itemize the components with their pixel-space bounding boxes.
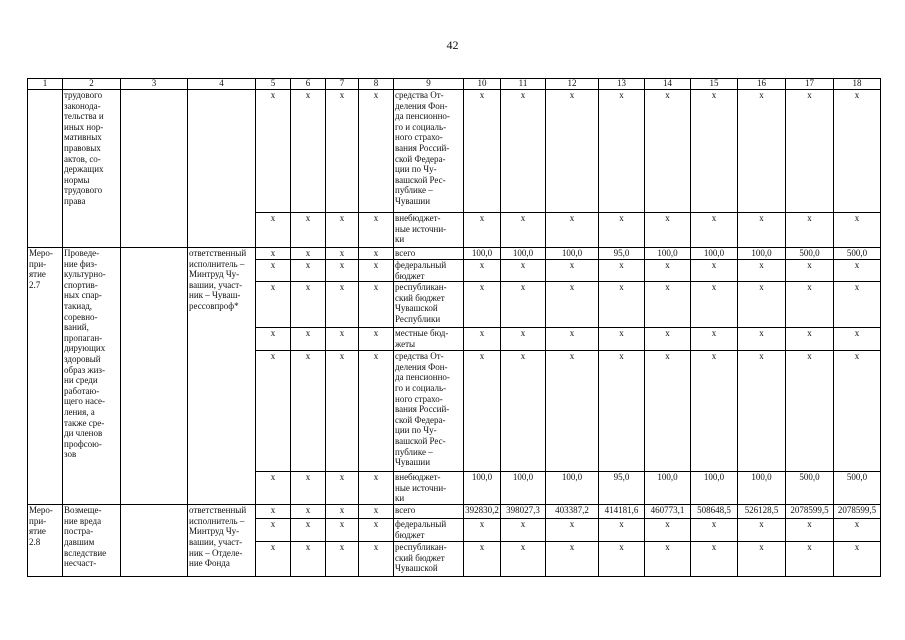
value-cell: 100,0 xyxy=(691,248,738,260)
mark-cell: x xyxy=(256,519,291,542)
value-cell: x xyxy=(464,260,501,282)
value-cell: x xyxy=(546,542,599,577)
value-cell: 100,0 xyxy=(738,472,786,505)
value-cell: x xyxy=(738,542,786,577)
column-header: 17 xyxy=(786,79,834,90)
value-cell: 500,0 xyxy=(834,248,881,260)
column-3-cell xyxy=(121,248,188,505)
column-header: 7 xyxy=(326,79,359,90)
mark-cell: x xyxy=(256,282,291,328)
value-cell: x xyxy=(501,260,546,282)
value-cell: x xyxy=(546,519,599,542)
value-cell: x xyxy=(738,260,786,282)
mark-cell: x xyxy=(291,328,326,351)
value-cell: x xyxy=(464,213,501,248)
column-header: 12 xyxy=(546,79,599,90)
value-cell: x xyxy=(546,328,599,351)
value-cell: 100,0 xyxy=(546,248,599,260)
value-cell: 100,0 xyxy=(464,248,501,260)
mark-cell: x xyxy=(256,351,291,472)
column-header: 13 xyxy=(599,79,645,90)
value-cell: 100,0 xyxy=(501,472,546,505)
value-cell: x xyxy=(464,351,501,472)
mark-cell: x xyxy=(256,505,291,519)
value-cell: x xyxy=(645,519,691,542)
value-cell: x xyxy=(691,351,738,472)
mark-cell: x xyxy=(291,519,326,542)
value-cell: x xyxy=(599,213,645,248)
value-cell: x xyxy=(501,519,546,542)
mark-cell: x xyxy=(326,472,359,505)
mark-cell: x xyxy=(256,260,291,282)
measure-number: Меро- при- ятие 2.7 xyxy=(28,248,63,505)
value-cell: x xyxy=(691,213,738,248)
value-cell: x xyxy=(645,328,691,351)
column-header: 18 xyxy=(834,79,881,90)
value-cell: x xyxy=(501,213,546,248)
value-cell: x xyxy=(834,542,881,577)
value-cell: x xyxy=(834,213,881,248)
value-cell: x xyxy=(834,260,881,282)
value-cell: 500,0 xyxy=(786,472,834,505)
value-cell: x xyxy=(464,328,501,351)
mark-cell: x xyxy=(326,351,359,472)
mark-cell: x xyxy=(256,213,291,248)
funding-source: местные бюд- жеты xyxy=(394,328,464,351)
measure-number xyxy=(28,90,63,248)
mark-cell: x xyxy=(359,90,394,213)
funding-source: республикан- ский бюджет Чувашской xyxy=(394,542,464,577)
column-header: 8 xyxy=(359,79,394,90)
mark-cell: x xyxy=(291,542,326,577)
value-cell: x xyxy=(691,90,738,213)
value-cell: 398027,3 xyxy=(501,505,546,519)
value-cell: x xyxy=(546,282,599,328)
value-cell: 95,0 xyxy=(599,472,645,505)
mark-cell: x xyxy=(359,248,394,260)
responsible-executor xyxy=(188,90,256,248)
value-cell: x xyxy=(501,282,546,328)
value-cell: 2078599,5 xyxy=(786,505,834,519)
mark-cell: x xyxy=(256,542,291,577)
value-cell: x xyxy=(834,282,881,328)
value-cell: x xyxy=(786,90,834,213)
column-header: 16 xyxy=(738,79,786,90)
value-cell: x xyxy=(834,351,881,472)
mark-cell: x xyxy=(291,351,326,472)
value-cell: x xyxy=(599,542,645,577)
mark-cell: x xyxy=(326,519,359,542)
mark-cell: x xyxy=(291,90,326,213)
mark-cell: x xyxy=(291,472,326,505)
value-cell: 500,0 xyxy=(786,248,834,260)
mark-cell: x xyxy=(326,542,359,577)
value-cell: x xyxy=(645,260,691,282)
column-header: 11 xyxy=(501,79,546,90)
value-cell: x xyxy=(834,519,881,542)
funding-source: внебюджет- ные источни- ки xyxy=(394,472,464,505)
value-cell: 526128,5 xyxy=(738,505,786,519)
mark-cell: x xyxy=(326,282,359,328)
value-cell: x xyxy=(786,542,834,577)
budget-table xyxy=(27,78,881,577)
measure-name: Возмеще- ние вреда постра- давшим вследствие несчаст- xyxy=(63,505,121,577)
value-cell: x xyxy=(546,260,599,282)
mark-cell: x xyxy=(359,542,394,577)
header-row xyxy=(28,79,881,90)
value-cell: 460773,1 xyxy=(645,505,691,519)
value-cell: x xyxy=(645,351,691,472)
funding-source: внебюджет- ные источни- ки xyxy=(394,213,464,248)
mark-cell: x xyxy=(256,248,291,260)
value-cell: x xyxy=(786,260,834,282)
value-cell: x xyxy=(645,282,691,328)
table-row xyxy=(28,248,881,260)
funding-source: федеральный бюджет xyxy=(394,260,464,282)
value-cell: x xyxy=(786,519,834,542)
mark-cell: x xyxy=(326,328,359,351)
responsible-executor: ответственный исполнитель – Минтруд Чу- вашии, участ- ник – Чуваш- рессовпроф* xyxy=(188,248,256,505)
mark-cell: x xyxy=(326,213,359,248)
funding-source: средства От- деления Фон- да пенсионно- го и социаль- ного страхо- вания Россий- ской Федера- ции по Чу- вашской Рес- публике – Чувашии xyxy=(394,351,464,472)
column-header: 6 xyxy=(291,79,326,90)
column-header: 5 xyxy=(256,79,291,90)
value-cell: x xyxy=(599,328,645,351)
value-cell: x xyxy=(738,351,786,472)
column-header: 4 xyxy=(188,79,256,90)
funding-source: республикан- ский бюджет Чувашской Республики xyxy=(394,282,464,328)
value-cell: 100,0 xyxy=(645,472,691,505)
mark-cell: x xyxy=(326,90,359,213)
mark-cell: x xyxy=(326,248,359,260)
value-cell: 100,0 xyxy=(691,472,738,505)
value-cell: x xyxy=(786,282,834,328)
value-cell: x xyxy=(645,213,691,248)
table-row xyxy=(28,90,881,213)
value-cell: 414181,6 xyxy=(599,505,645,519)
value-cell: x xyxy=(464,519,501,542)
mark-cell: x xyxy=(359,505,394,519)
value-cell: 100,0 xyxy=(464,472,501,505)
value-cell: x xyxy=(645,542,691,577)
mark-cell: x xyxy=(256,472,291,505)
value-cell: x xyxy=(738,282,786,328)
value-cell: x xyxy=(834,328,881,351)
value-cell: x xyxy=(738,328,786,351)
value-cell: 508648,5 xyxy=(691,505,738,519)
table-body xyxy=(28,90,881,577)
mark-cell: x xyxy=(359,328,394,351)
measure-name: трудового законода- тельства и иных нор- мативных правовых актов, со- держащих нормы трудового права xyxy=(63,90,121,248)
value-cell: x xyxy=(691,282,738,328)
value-cell: x xyxy=(546,213,599,248)
value-cell: 100,0 xyxy=(501,248,546,260)
column-header: 2 xyxy=(63,79,121,90)
value-cell: x xyxy=(464,90,501,213)
value-cell: x xyxy=(738,519,786,542)
column-header: 15 xyxy=(691,79,738,90)
value-cell: x xyxy=(464,282,501,328)
value-cell: x xyxy=(786,351,834,472)
column-header: 14 xyxy=(645,79,691,90)
value-cell: x xyxy=(501,328,546,351)
value-cell: x xyxy=(599,260,645,282)
value-cell: 100,0 xyxy=(738,248,786,260)
mark-cell: x xyxy=(359,282,394,328)
mark-cell: x xyxy=(359,213,394,248)
column-header: 10 xyxy=(464,79,501,90)
mark-cell: x xyxy=(359,351,394,472)
value-cell: x xyxy=(738,90,786,213)
value-cell: x xyxy=(546,90,599,213)
value-cell: x xyxy=(599,351,645,472)
value-cell: 403387,2 xyxy=(546,505,599,519)
value-cell: x xyxy=(599,282,645,328)
value-cell: x xyxy=(691,328,738,351)
column-3-cell xyxy=(121,505,188,577)
mark-cell: x xyxy=(291,248,326,260)
column-header: 1 xyxy=(28,79,63,90)
measure-name: Проведе- ние физ- культурно- спортив- ных спар- такиад, соревно- ваний, пропаган- дирующих здоровый образ жиз- ни среди работаю- щего насе- ления, а также сре- ди членов профсою- зов xyxy=(63,248,121,505)
funding-source: всего xyxy=(394,505,464,519)
value-cell: x xyxy=(464,542,501,577)
funding-source: федеральный бюджет xyxy=(394,519,464,542)
value-cell: x xyxy=(546,351,599,472)
value-cell: 500,0 xyxy=(834,472,881,505)
responsible-executor: ответственный исполнитель – Минтруд Чу- вашии, участ- ник – Отделе- ние Фонда xyxy=(188,505,256,577)
mark-cell: x xyxy=(291,260,326,282)
value-cell: x xyxy=(834,90,881,213)
value-cell: x xyxy=(691,260,738,282)
mark-cell: x xyxy=(291,213,326,248)
value-cell: 2078599,5 xyxy=(834,505,881,519)
column-3-cell xyxy=(121,90,188,248)
mark-cell: x xyxy=(326,505,359,519)
mark-cell: x xyxy=(326,260,359,282)
mark-cell: x xyxy=(256,90,291,213)
value-cell: x xyxy=(599,519,645,542)
value-cell: 95,0 xyxy=(599,248,645,260)
value-cell: 100,0 xyxy=(546,472,599,505)
value-cell: x xyxy=(599,90,645,213)
mark-cell: x xyxy=(359,519,394,542)
funding-source: средства От- деления Фон- да пенсионно- го и социаль- ного страхо- вания Россий- ской Федера- ции по Чу- вашской Рес- публике – Чувашии xyxy=(394,90,464,213)
mark-cell: x xyxy=(359,472,394,505)
table-row xyxy=(28,505,881,519)
page-number: 42 xyxy=(446,38,459,52)
value-cell: 392830,2 xyxy=(464,505,501,519)
mark-cell: x xyxy=(291,282,326,328)
column-header: 9 xyxy=(394,79,464,90)
value-cell: x xyxy=(738,213,786,248)
value-cell: x xyxy=(501,542,546,577)
funding-source: всего xyxy=(394,248,464,260)
value-cell: x xyxy=(691,542,738,577)
value-cell: x xyxy=(786,328,834,351)
mark-cell: x xyxy=(291,505,326,519)
value-cell: x xyxy=(501,351,546,472)
value-cell: x xyxy=(645,90,691,213)
column-header: 3 xyxy=(121,79,188,90)
measure-number: Меро- при- ятие 2.8 xyxy=(28,505,63,577)
value-cell: x xyxy=(501,90,546,213)
value-cell: x xyxy=(691,519,738,542)
mark-cell: x xyxy=(256,328,291,351)
value-cell: 100,0 xyxy=(645,248,691,260)
mark-cell: x xyxy=(359,260,394,282)
value-cell: x xyxy=(786,213,834,248)
